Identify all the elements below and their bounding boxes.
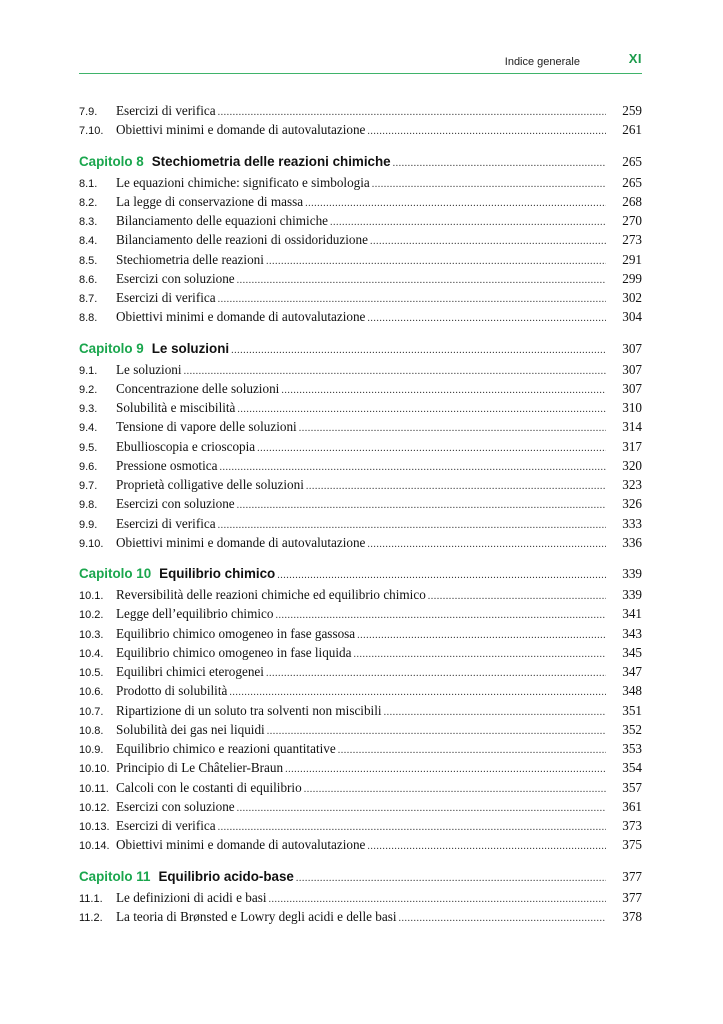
section-title: Solubilità dei gas nei liquidi — [116, 721, 265, 737]
toc-entry[interactable] — [79, 516, 642, 535]
section-page: 354 — [622, 760, 642, 776]
section-title: Pressione osmotica — [116, 457, 218, 473]
section-title: Concentrazione delle soluzioni — [116, 380, 280, 396]
toc-entry[interactable] — [79, 535, 642, 554]
section-title: Ripartizione di un soluto tra solventi non miscibili — [116, 702, 382, 718]
section-number: 8.6. — [79, 273, 98, 286]
section-page: 317 — [622, 438, 642, 454]
section-page: 341 — [622, 606, 642, 622]
toc-entry[interactable] — [79, 175, 642, 194]
toc-entry[interactable] — [79, 741, 642, 760]
section-number: 10.10. — [79, 763, 110, 776]
section-page: 314 — [622, 419, 642, 435]
toc-entry[interactable] — [79, 122, 642, 141]
section-title: Equilibrio chimico omogeneo in fase liquida — [116, 644, 352, 660]
dot-leader — [382, 707, 606, 718]
section-title: Prodotto di solubilità — [116, 683, 228, 699]
section-page: 307 — [622, 380, 642, 396]
section-number: 11.1. — [79, 892, 103, 905]
section-page: 348 — [622, 683, 642, 699]
dot-leader — [328, 217, 606, 228]
dot-leader — [235, 404, 606, 415]
dot-leader — [297, 423, 606, 434]
section-title: Esercizi di verifica — [116, 818, 216, 833]
toc-entry[interactable] — [79, 252, 642, 271]
section-number: 8.8. — [79, 312, 98, 325]
dot-leader — [264, 668, 606, 679]
toc-entry[interactable] — [79, 439, 642, 458]
section-page: 361 — [622, 798, 642, 814]
section-title: Esercizi di verifica — [116, 515, 216, 531]
toc-entry[interactable] — [79, 890, 642, 909]
section-number: 8.1. — [79, 177, 98, 190]
chapter-page: 339 — [622, 566, 642, 581]
toc-entry[interactable] — [79, 703, 642, 722]
toc-entry[interactable] — [79, 909, 642, 928]
toc-entry[interactable] — [79, 477, 642, 496]
dot-leader — [264, 256, 606, 267]
dot-leader — [397, 913, 606, 924]
section-title: Principio di Le Châtelier-Braun — [116, 760, 284, 776]
section-page: 336 — [622, 534, 642, 550]
dot-leader — [217, 462, 606, 473]
section-number: 7.10. — [79, 125, 104, 138]
section-page: 291 — [622, 251, 642, 267]
toc-entry[interactable] — [79, 400, 642, 419]
toc-entry[interactable] — [79, 587, 642, 606]
section-number: 8.7. — [79, 293, 98, 305]
section-page: 373 — [622, 818, 642, 833]
toc-entry[interactable] — [79, 362, 642, 381]
section-number: 9.5. — [79, 441, 98, 454]
section-number: 10.5. — [79, 667, 104, 679]
section-title: Obiettivi minimi e domande di autovalutazione — [116, 534, 366, 550]
section-page: 347 — [622, 664, 642, 679]
dot-leader — [182, 366, 606, 377]
section-page: 310 — [622, 400, 642, 415]
section-title: Obiettivi minimi e domande di autovalutazione — [116, 122, 366, 138]
section-number: 10.8. — [79, 724, 104, 737]
section-title: Esercizi di verifica — [116, 290, 216, 305]
section-page: 261 — [622, 122, 642, 138]
section-title: Bilanciamento delle equazioni chimiche — [116, 213, 329, 228]
toc-entry[interactable] — [79, 799, 642, 818]
section-page: 326 — [622, 496, 642, 512]
section-number: 10.3. — [79, 628, 104, 641]
section-number: 10.12. — [79, 801, 110, 814]
section-page: 302 — [622, 290, 642, 305]
section-page: 351 — [622, 702, 642, 718]
toc-entry[interactable] — [79, 271, 642, 290]
section-title: Reversibilità delle reazioni chimiche ed equilibrio chimico — [116, 587, 426, 602]
dot-leader — [235, 500, 606, 511]
dot-leader — [365, 539, 606, 550]
section-page: 352 — [622, 721, 642, 737]
section-title: Bilanciamento delle reazioni di ossidoriduzione — [116, 232, 368, 248]
toc-entry[interactable] — [79, 722, 642, 741]
chapter-title: Le soluzioni — [151, 340, 230, 356]
section-number: 10.9. — [79, 744, 104, 756]
section-page: 304 — [622, 309, 642, 325]
toc-entry[interactable] — [79, 837, 642, 856]
running-header-title: Indice generale — [504, 56, 580, 68]
toc-entry[interactable] — [79, 683, 642, 702]
chapter-page: 307 — [622, 340, 642, 356]
section-number: 10.1. — [79, 590, 104, 602]
section-title: La teoria di Brønsted e Lowry degli acidi e delle basi — [116, 908, 397, 924]
chapter-heading[interactable] — [79, 869, 642, 890]
section-number: 10.6. — [79, 686, 104, 699]
chapter-title: Stechiometria delle reazioni chimiche — [151, 153, 391, 169]
section-title: Le soluzioni — [116, 361, 182, 377]
page-number: XI — [628, 51, 642, 66]
dot-leader — [370, 179, 606, 190]
section-number: 8.5. — [79, 254, 98, 267]
dot-leader — [216, 107, 606, 118]
section-number: 9.4. — [79, 422, 98, 435]
toc-entry[interactable] — [79, 458, 642, 477]
dot-leader — [391, 158, 606, 169]
section-number: 10.14. — [79, 840, 110, 853]
section-page: 378 — [622, 908, 642, 924]
section-title: Esercizi con soluzione — [116, 798, 235, 814]
section-page: 345 — [622, 644, 642, 660]
chapter-title: Equilibrio chimico — [159, 566, 276, 581]
section-title: Stechiometria delle reazioni — [116, 251, 264, 267]
toc-entry[interactable] — [79, 309, 642, 328]
section-number: 11.2. — [79, 911, 103, 924]
toc-entry[interactable] — [79, 664, 642, 683]
dot-leader — [352, 649, 607, 660]
toc-entry[interactable] — [79, 626, 642, 645]
section-number: 9.9. — [79, 518, 98, 531]
section-page: 353 — [622, 741, 642, 756]
running-header — [79, 48, 642, 72]
section-title: Esercizi di verifica — [116, 103, 216, 118]
chapter-label: Capitolo 9 — [79, 340, 144, 356]
toc-entry[interactable] — [79, 290, 642, 309]
chapter-heading[interactable] — [79, 566, 642, 587]
section-title: Obiettivi minimi e domande di autovalutazione — [116, 837, 366, 853]
section-title: Solubilità e miscibilità — [116, 400, 236, 415]
dot-leader — [368, 236, 606, 247]
dot-leader — [227, 687, 606, 698]
section-number: 9.6. — [79, 460, 98, 473]
section-number: 8.2. — [79, 196, 98, 209]
section-number: 7.9. — [79, 106, 98, 118]
section-page: 273 — [622, 232, 642, 248]
section-number: 10.11. — [79, 782, 109, 795]
section-page: 265 — [622, 174, 642, 190]
section-page: 320 — [622, 457, 642, 473]
section-number: 9.8. — [79, 499, 98, 512]
dot-leader — [255, 443, 606, 454]
dot-leader — [216, 822, 606, 833]
dot-leader — [283, 764, 606, 775]
section-number: 9.10. — [79, 537, 104, 550]
dot-leader — [294, 873, 606, 884]
dot-leader — [267, 894, 606, 905]
section-number: 9.3. — [79, 403, 98, 415]
dot-leader — [279, 385, 606, 396]
chapter-heading[interactable] — [79, 154, 642, 175]
toc-entry[interactable] — [79, 645, 642, 664]
dot-leader — [273, 610, 606, 621]
dot-leader — [265, 726, 606, 737]
toc-entry[interactable] — [79, 419, 642, 438]
section-page: 343 — [622, 625, 642, 641]
dot-leader — [426, 591, 606, 602]
toc-entry[interactable] — [79, 194, 642, 213]
section-title: Legge dell’equilibrio chimico — [116, 606, 274, 622]
dot-leader — [229, 345, 606, 356]
section-title: Ebullioscopia e crioscopia — [116, 438, 256, 454]
section-number: 9.7. — [79, 480, 98, 492]
toc-entry[interactable] — [79, 760, 642, 779]
section-title: Calcoli con le costanti di equilibrio — [116, 779, 302, 795]
section-number: 10.2. — [79, 609, 104, 622]
dot-leader — [365, 841, 606, 852]
chapter-label: Capitolo 10 — [79, 566, 152, 581]
toc-entry[interactable] — [79, 381, 642, 400]
dot-leader — [303, 198, 606, 209]
section-title: La legge di conservazione di massa — [116, 193, 304, 209]
dot-leader — [355, 630, 606, 641]
toc-entry[interactable] — [79, 103, 642, 122]
section-page: 299 — [622, 270, 642, 286]
section-title: Proprietà colligative delle soluzioni — [116, 477, 304, 492]
section-page: 270 — [622, 213, 642, 228]
header-divider — [79, 73, 642, 74]
section-title: Le definizioni di acidi e basi — [116, 889, 267, 905]
dot-leader — [216, 520, 606, 531]
toc-entry[interactable] — [79, 780, 642, 799]
section-title: Obiettivi minimi e domande di autovalutazione — [116, 309, 366, 325]
section-page: 357 — [622, 779, 642, 795]
section-number: 8.4. — [79, 235, 98, 248]
section-title: Equilibrio chimico omogeneo in fase gassosa — [116, 625, 356, 641]
chapter-heading[interactable] — [79, 341, 642, 362]
dot-leader — [336, 745, 606, 756]
section-page: 339 — [622, 587, 642, 602]
dot-leader — [302, 784, 606, 795]
dot-leader — [304, 481, 606, 492]
section-page: 375 — [622, 837, 642, 853]
dot-leader — [216, 294, 606, 305]
section-number: 10.7. — [79, 705, 104, 718]
dot-leader — [275, 570, 606, 581]
toc-entry[interactable] — [79, 213, 642, 232]
dot-leader — [365, 313, 606, 324]
dot-leader — [235, 275, 606, 286]
section-title: Equilibrio chimico e reazioni quantitative — [116, 741, 336, 756]
chapter-label: Capitolo 11 — [79, 868, 151, 884]
section-number: 9.1. — [79, 364, 98, 377]
section-number: 9.2. — [79, 383, 98, 396]
dot-leader — [365, 126, 606, 137]
chapter-title: Equilibrio acido-base — [158, 868, 294, 884]
section-page: 259 — [622, 103, 642, 118]
section-number: 8.3. — [79, 216, 98, 228]
toc-entry[interactable] — [79, 232, 642, 251]
dot-leader — [235, 803, 606, 814]
section-page: 323 — [622, 477, 642, 492]
chapter-page: 377 — [622, 868, 642, 884]
chapter-page: 265 — [622, 153, 642, 169]
section-page: 268 — [622, 193, 642, 209]
table-of-contents — [79, 103, 642, 928]
section-title: Equilibri chimici eterogenei — [116, 664, 264, 679]
section-number: 10.4. — [79, 647, 104, 660]
toc-entry[interactable] — [79, 606, 642, 625]
section-title: Esercizi con soluzione — [116, 270, 235, 286]
chapter-label: Capitolo 8 — [79, 153, 144, 169]
section-title: Tensione di vapore delle soluzioni — [116, 419, 297, 435]
section-page: 377 — [622, 889, 642, 905]
section-title: Esercizi con soluzione — [116, 496, 235, 512]
section-page: 333 — [622, 515, 642, 531]
toc-entry[interactable] — [79, 496, 642, 515]
section-number: 10.13. — [79, 821, 110, 833]
section-title: Le equazioni chimiche: significato e simbologia — [116, 174, 370, 190]
toc-entry[interactable] — [79, 818, 642, 837]
section-page: 307 — [622, 361, 642, 377]
